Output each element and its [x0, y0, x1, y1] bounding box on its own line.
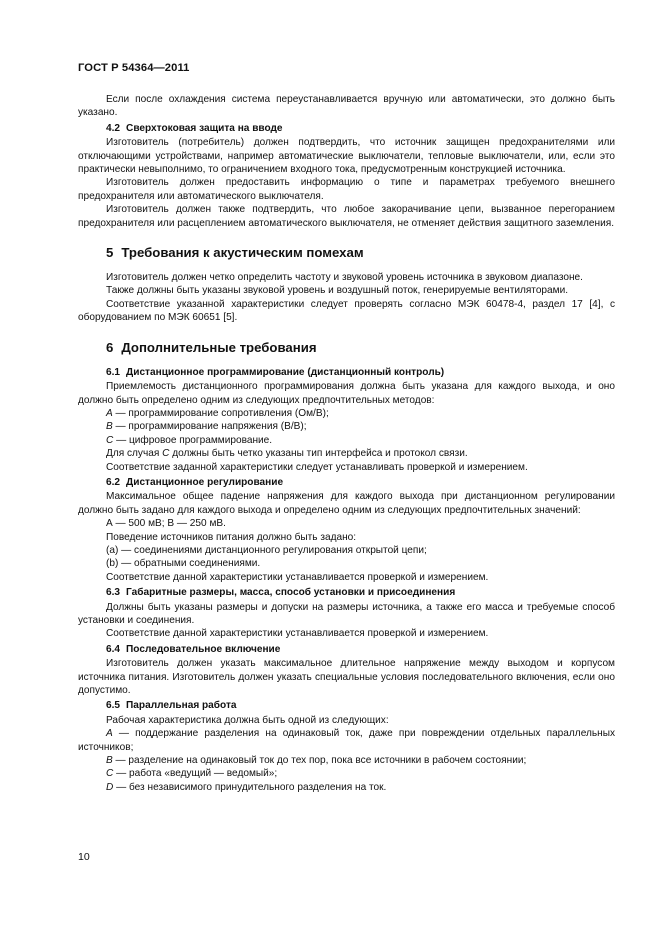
- paragraph: Изготовитель должен также подтвердить, что любое закорачивание цепи, вызванное перегоранием предохранителя или расцеплением автоматического выключателя, не отменяет действия защитного заземления.: [78, 204, 615, 229]
- subsection-title: Последовательное включение: [126, 643, 281, 655]
- paragraph: [78, 447, 615, 460]
- list-letter: A: [106, 407, 113, 419]
- subsection-title: Параллельная работа: [126, 700, 237, 712]
- subsection-number: 6.4: [106, 643, 121, 655]
- subsection-heading-6-2: [106, 476, 615, 489]
- section-heading-5: [106, 245, 615, 261]
- section-title: Требования к акустическим помехам: [121, 245, 364, 261]
- list-letter: C: [106, 768, 114, 780]
- subsection-heading-4-2: [106, 122, 615, 135]
- subsection-heading-6-4: [106, 643, 615, 656]
- list-item: [78, 781, 615, 794]
- subsection-number: 6.2: [106, 476, 121, 488]
- subsection-title: Дистанционное регулирование: [126, 476, 284, 488]
- list-text: — работа «ведущий — ведомый»;: [113, 768, 278, 780]
- list-text: — разделение на одинаковый ток до тех пор, пока все источники в рабочем состоянии;: [112, 755, 527, 767]
- paragraph: Также должны быть указаны звуковой уровень и воздушный поток, генерируемые вентиляторами.: [106, 285, 569, 297]
- list-item: [78, 420, 615, 433]
- page-number: 10: [78, 851, 90, 863]
- list-letter: C: [162, 448, 170, 460]
- subsection-title: Габаритные размеры, масса, способ установки и присоединения: [126, 587, 456, 599]
- subsection-heading-6-3: [106, 586, 615, 599]
- list-item: [78, 727, 615, 754]
- list-item: [78, 754, 615, 767]
- standard-id-header: ГОСТ Р 54364—2011: [78, 62, 190, 74]
- list-item: (b) — обратными соединениями.: [106, 558, 261, 570]
- list-text: — поддержание разделения на одинаковый ток, даже при повреждении отдельных параллельных источников;: [78, 728, 615, 753]
- list-letter: D: [106, 781, 114, 793]
- paragraph: Соответствие указанной характеристики следует проверять согласно МЭК 60478-4, раздел 17 [4], с оборудованием по МЭК 60651 [5].: [78, 298, 615, 324]
- list-text: — цифровое программирование.: [113, 434, 273, 446]
- paragraph: Максимальное общее падение напряжения для каждого выхода при дистанционном регулировании должно быть задано для каждого выхода и определено одним из следующих предпочтительных значений:: [78, 491, 615, 516]
- subsection-number: 6.5: [106, 700, 121, 712]
- subsection-number: 6.3: [106, 587, 121, 599]
- document-page: [78, 62, 615, 794]
- paragraph: Изготовитель должен указать максимальное длительное напряжение между выходом и корпусом источника питания. Изготовитель должен указать специальные условия последовательного включения, если оно допустимо.: [78, 658, 615, 697]
- list-item: [78, 767, 615, 780]
- list-item: (a) — соединениями дистанционного регулирования открытой цепи;: [106, 544, 427, 556]
- subsection-title: Дистанционное программирование (дистанционный контроль): [126, 366, 445, 378]
- subsection-number: 4.2: [106, 122, 121, 134]
- paragraph: Изготовитель должен четко определить частоту и звуковой уровень источника в звуковом диапазоне.: [106, 272, 583, 284]
- section-number: 5: [106, 245, 114, 261]
- list-text: — программирование сопротивления (Ом/В);: [112, 407, 329, 419]
- list-text: — без независимого принудительного разделения на ток.: [113, 781, 387, 793]
- paragraph: Соответствие заданной характеристики следует устанавливать проверкой и измерением.: [106, 461, 528, 473]
- paragraph: Если после охлаждения система переустанавливается вручную или автоматически, это должно быть указано.: [78, 94, 615, 119]
- section-number: 6: [106, 339, 114, 355]
- paragraph: Соответствие данной характеристики устанавливается проверкой и измерением.: [106, 628, 489, 640]
- subsection-heading-6-1: [106, 366, 615, 379]
- list-text: — программирование напряжения (В/В);: [112, 421, 307, 433]
- subsection-title: Сверхтоковая защита на вводе: [126, 122, 283, 134]
- paragraph: А — 500 мВ; В — 250 мВ.: [106, 518, 226, 530]
- list-letter: A: [106, 728, 113, 740]
- paragraph: Рабочая характеристика должна быть одной из следующих:: [106, 714, 389, 726]
- paragraph: Приемлемость дистанционного программирования должна быть указана для каждого выхода, и оно должно быть определено одним из следующих предпочтительных методов:: [78, 381, 615, 406]
- list-letter: B: [106, 421, 113, 433]
- text-fragment: Для случая: [106, 448, 163, 460]
- subsection-number: 6.1: [106, 366, 121, 378]
- list-letter: B: [106, 755, 113, 767]
- section-title: Дополнительные требования: [121, 339, 317, 355]
- paragraph: Поведение источников питания должно быть задано:: [106, 531, 357, 543]
- text-fragment: должны быть четко указаны тип интерфейса и протокол связи.: [169, 448, 468, 460]
- list-letter: C: [106, 434, 114, 446]
- list-item: [78, 434, 615, 447]
- paragraph: Должны быть указаны размеры и допуски на размеры источника, а также его масса и требуемые способ установки и соединения.: [78, 601, 615, 626]
- subsection-heading-6-5: [106, 699, 615, 712]
- list-item: [78, 407, 615, 420]
- paragraph: Соответствие данной характеристики устанавливается проверкой и измерением.: [106, 571, 489, 583]
- section-heading-6: [106, 340, 615, 356]
- paragraph: Изготовитель должен предоставить информацию о типе и параметрах требуемого внешнего предохранителя или автоматического выключателя.: [78, 177, 615, 202]
- paragraph: Изготовитель (потребитель) должен подтвердить, что источник защищен предохранителями или отключающими устройствами, например автоматические выключатели, тепловые выключатели, или, если это практически невыполнимо, то ограничением входного тока, предусмотренным конструкцией источника.: [78, 137, 615, 176]
